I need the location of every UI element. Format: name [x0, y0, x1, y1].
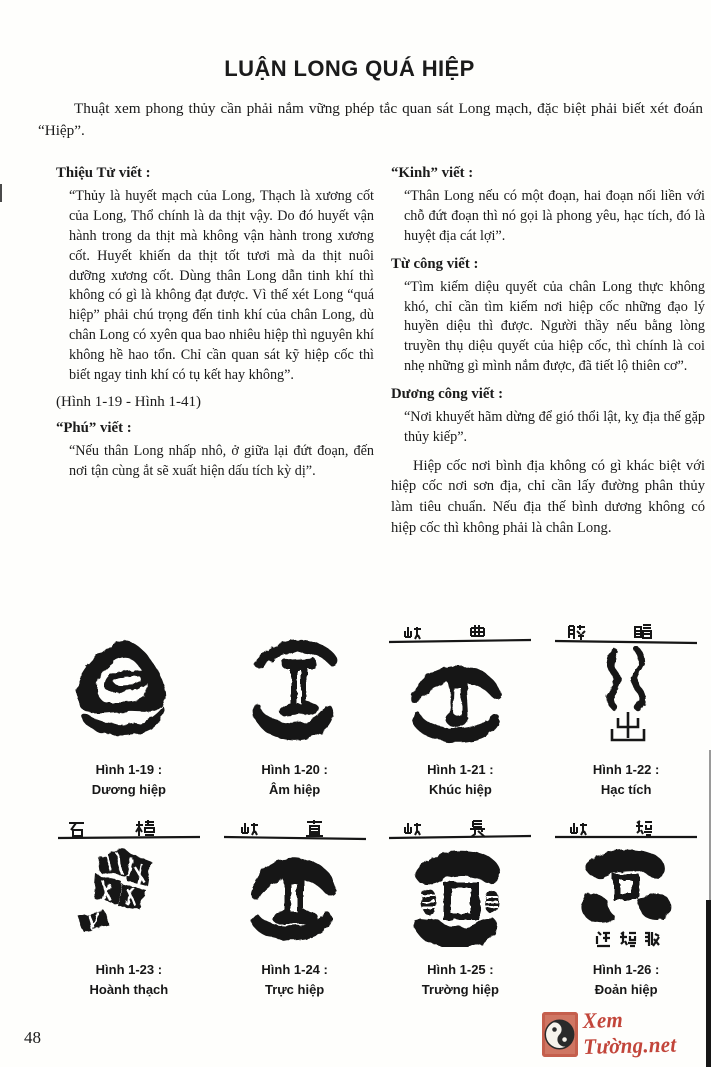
phu-quote: “Nếu thân Long nhấp nhô, ở giữa lại đứt đoạn, đến nơi tận cùng ắt sẽ xuất hiện dấu tích kỳ dị”.: [69, 442, 374, 479]
kinh-heading: “Kinh” viết :: [391, 165, 474, 181]
figure-1-20: [212, 620, 378, 800]
figure-1-26: [543, 800, 709, 1000]
figure-caption-name: Đoản hiệp: [594, 981, 658, 997]
figure-1-22-cjk-header: [551, 620, 701, 646]
figure-1-23-cjk-header: [54, 816, 204, 842]
thieu-tu-quote: “Thủy là huyết mạch của Long, Thạch là xương cốt của Long, Thổ chính là da thịt vậy. Do đó huyết vận hành trong da thịt mà không vận hành trong xương cốt. Huyết khiến da thịt tốt tươi mà da thịt nuôi dưỡng xương cốt. Dùng thân Long dẫn tinh khí thì không có gì là không đạt được. Vì thế xét Long “quá hiệp” phải chú trọng đến tinh khí của chân Long, dù chân Long có xyên qua bao nhiêu hiệp thì nguyên khí không hề hao tổn. Chỉ cần quan sát kỹ hiệp cốc thì biết ngay tinh khí có tụ kết hay không”.: [69, 188, 374, 383]
figure-1-24: [212, 800, 378, 1000]
scan-edge-artifact: [0, 184, 2, 202]
figure-1-20-drawing: [225, 632, 365, 744]
figure-1-22-drawing: [551, 646, 701, 746]
figures-grid: [46, 620, 709, 1000]
figure-1-26-cjk-below: [597, 932, 659, 946]
yin-yang-icon: [542, 1012, 578, 1057]
closing-paragraph: Hiệp cốc nơi bình địa không có gì khác biệt với hiệp cốc nơi sơn địa, chỉ cần lấy đường phân thủy làm tiêu chuẩn. Nếu địa thế bình dương không có hiệp cốc thì không phải là chân Long.: [391, 457, 705, 536]
page-title: LUẬN LONG QUÁ HIỆP: [224, 56, 475, 81]
figure-1-21-drawing: [385, 646, 535, 746]
figure-caption-id: Hình 1-26 :: [592, 961, 660, 977]
figure-caption-id: Hình 1-20 :: [261, 761, 328, 777]
figure-1-24-drawing: [220, 842, 370, 942]
figure-caption-id: Hình 1-19 :: [95, 761, 163, 777]
figure-caption-name: Khúc hiệp: [428, 781, 492, 797]
left-column: [56, 156, 374, 539]
figure-1-19-caption: [92, 760, 166, 800]
figure-caption-id: Hình 1-21 :: [427, 761, 494, 777]
figure-1-22: [543, 620, 709, 800]
kinh-quote: “Thân Long nếu có một đoạn, hai đoạn nối liền với chỗ đứt đoạn thì nó gọi là phong yêu, hạc tích, đó là huyệt địa cát lợi”.: [404, 188, 705, 244]
scan-edge-artifact: [706, 900, 711, 1067]
intro-paragraph: Thuật xem phong thủy cần phải nắm vững phép tắc quan sát Long mạch, đặc biệt phải biết xét đoán “Hiệp”.: [38, 100, 703, 139]
figure-caption-name: Hạc tích: [600, 781, 652, 797]
figure-1-21-cjk-header: [385, 620, 535, 646]
figure-1-26-drawing: [551, 842, 701, 952]
two-column-body: [56, 156, 705, 539]
figure-caption-name: Trực hiệp: [264, 981, 325, 997]
figure-1-19: [46, 620, 212, 800]
figure-1-23-drawing: [54, 842, 204, 942]
tu-cong-heading: Từ công viết :: [391, 255, 479, 272]
figure-caption-id: Hình 1-23 :: [95, 961, 163, 977]
figure-1-23: [46, 800, 212, 1000]
figure-1-23-caption: [90, 960, 169, 1000]
figure-1-25-caption: [422, 960, 499, 1000]
figure-1-21: [378, 620, 544, 800]
figure-1-20-caption: [261, 760, 327, 800]
page-number: 48: [24, 1028, 41, 1047]
figure-1-25: [378, 800, 544, 1000]
figure-1-24-cjk-header: [220, 816, 370, 842]
figure-1-25-drawing: [385, 842, 535, 947]
figure-caption-id: Hình 1-22 :: [592, 761, 660, 777]
duong-cong-quote: “Nơi khuyết hãm dừng để gió thổi lật, kỵ địa thế gặp thủy kiếp”.: [404, 409, 705, 445]
watermark-text: Xem Tường.net: [582, 1006, 677, 1059]
figure-1-21-caption: [427, 760, 493, 800]
figure-1-19-drawing: [59, 632, 199, 744]
duong-cong-heading: Dương công viết :: [391, 386, 504, 402]
figure-1-26-cjk-header: [551, 816, 701, 842]
figure-1-26-caption: [593, 960, 659, 1000]
watermark: [542, 1008, 711, 1060]
figure-caption-id: Hình 1-24 :: [261, 961, 328, 977]
figure-1-24-caption: [261, 960, 327, 1000]
figure-caption-name: Hoành thạch: [89, 981, 169, 997]
right-column: [391, 156, 705, 539]
tu-cong-quote: “Tìm kiếm diệu quyết của chân Long thực không khó, chỉ cần tìm kiếm nơi hiệp cốc những đạo lý huyền diệu thì được. Người thầy nếu bằng lòng truyền thụ diệu quyết của hiệp cốc, thì chính là coi nhẹ những gì mình nắm được, đã tiết lộ thiên cơ”.: [404, 278, 705, 375]
phu-heading: “Phú” viết :: [56, 419, 132, 436]
figure-caption-name: Trường hiệp: [421, 981, 499, 997]
figure-1-25-cjk-header: [385, 816, 535, 842]
thieu-tu-heading: Thiệu Tử viết :: [56, 165, 151, 181]
figure-caption-id: Hình 1-25 :: [427, 961, 494, 977]
figure-caption-name: Âm hiệp: [268, 781, 321, 797]
figure-1-22-caption: [593, 760, 659, 800]
figure-caption-name: Dương hiệp: [91, 781, 166, 797]
figure-range-ref: (Hình 1-19 - Hình 1-41): [56, 393, 201, 410]
